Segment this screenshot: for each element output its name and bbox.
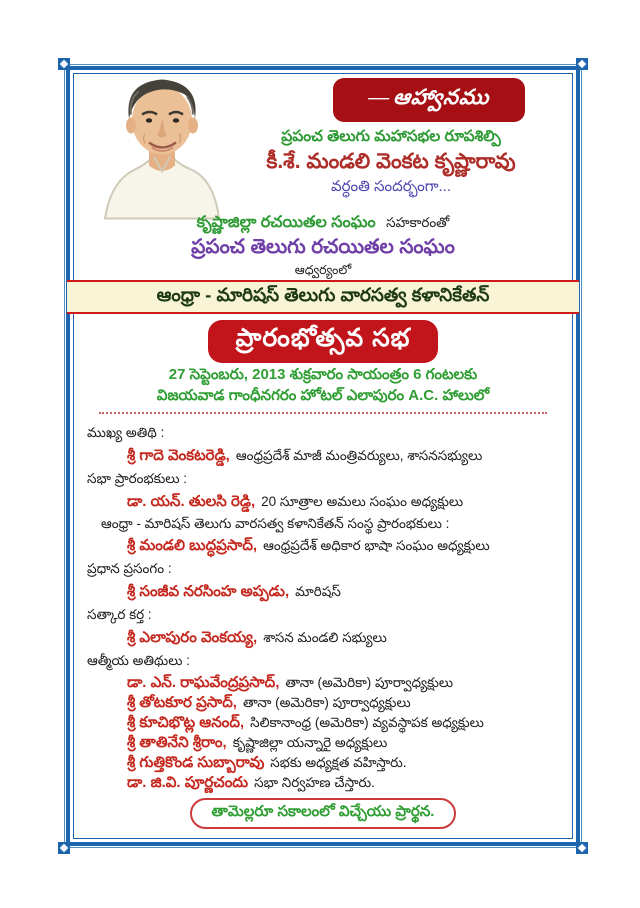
organizers-block: [65, 211, 581, 280]
program-section-label: సత్కార కర్త :: [87, 607, 152, 622]
occasion-line: వర్ధంతి సందర్భంగా...: [330, 178, 452, 195]
guest-desc: సభకు అధ్యక్షత వహిస్తారు.: [270, 755, 407, 770]
frame-corner-ornament: [58, 58, 70, 70]
guest-desc: శాసన మండలి సభ్యులు: [263, 630, 387, 645]
program-entry: [87, 693, 573, 713]
invitation-badge: [333, 78, 525, 122]
guest-name: శ్రీ గాదె వెంకటరెడ్డి,: [127, 447, 230, 464]
institution-band: [67, 280, 579, 314]
program-list: [87, 421, 573, 793]
guest-desc: తానా (అమెరికా) పూర్వాధ్యక్షులు: [285, 675, 454, 690]
guest-name: శ్రీ తోటకూర ప్రసాద్,: [127, 694, 237, 711]
decorative-frame: [64, 64, 582, 848]
program-entry: [87, 627, 573, 649]
event-datetime: 27 సెప్టెంబరు, 2013 శుక్రవారం సాయంత్రం 6 గంటలకు: [168, 366, 478, 383]
guest-name: శ్రీ సంజీవ నరసింహ అప్పడు,: [127, 583, 290, 600]
frame-corner-ornament: [576, 58, 588, 70]
honoree-name: కీ.శే. మండలి వెంకట కృష్ణారావు: [266, 150, 516, 173]
program-entry: [87, 491, 573, 513]
invitation-badge-label: — ఆహ్వానము: [367, 86, 491, 115]
program-entry: [87, 581, 573, 603]
guest-name: శ్రీ కూచిభొట్ల ఆనంద్,: [127, 714, 245, 731]
header-block: [205, 127, 577, 198]
guest-name: డా. ఎన్. రాఘవేంద్రప్రసాద్,: [127, 674, 280, 691]
supporting-suffix: సహకారంతో: [386, 215, 450, 230]
dotted-separator: [99, 412, 547, 414]
supporting-organization: కృష్ణాజిల్లా రచయితల సంఘం: [196, 214, 376, 231]
program-section-label: ఆత్మీయ అతిథులు :: [87, 653, 190, 668]
guest-desc: ఆంధ్రప్రదేశ్ మాజీ మంత్రివర్యులు, శాసనసభ్యులు: [235, 448, 483, 463]
program-entry: [87, 773, 573, 793]
program-entry: [87, 753, 573, 773]
event-venue: విజయవాడ గాంధీనగరం హోటల్ ఎలాపురం A.C. హాలులో: [156, 387, 490, 404]
frame-corner-ornament: [58, 842, 70, 854]
guest-desc: సభా నిర్వహణ చేస్తారు.: [254, 775, 375, 790]
event-banner: ప్రారంభోత్సవ సభ: [208, 320, 439, 363]
frame-corner-ornament: [576, 842, 588, 854]
closing-request-note: తామెల్లరూ సకాలంలో విచ్చేయు ప్రార్థన.: [190, 798, 457, 829]
guest-name: శ్రీ ఎలాపురం వెంకయ్య,: [127, 629, 258, 646]
program-entry: [87, 673, 573, 693]
program-section-label: ప్రధాన ప్రసంగం :: [87, 561, 172, 576]
guest-name: డా. యన్. తులసి రెడ్డి,: [127, 493, 256, 510]
guest-desc: మారిషస్: [295, 584, 341, 599]
program-entry: [87, 535, 573, 557]
host-organization: ప్రపంచ తెలుగు రచయితల సంఘం: [191, 236, 455, 258]
guest-name: శ్రీ తాతినేని శ్రీరాం,: [127, 734, 227, 751]
footer-row: [65, 798, 581, 829]
program-entry: [87, 713, 573, 733]
guest-name: డా. జి.వి. పూర్ణచందు: [127, 774, 249, 791]
guest-desc: ఆంధ్రప్రదేశ్ అధికార భాషా సంఘం అధ్యక్షులు: [263, 538, 490, 553]
event-banner-row: [65, 320, 581, 363]
program-section-label: ముఖ్య అతిథి :: [87, 425, 165, 440]
guest-desc: తానా (అమెరికా) పూర్వాధ్యక్షులు: [242, 695, 411, 710]
program-section-label: సభా ప్రారంభకులు :: [87, 471, 188, 486]
institution-name: ఆంధ్రా - మారిషస్ తెలుగు వారసత్వ కళానికేతన్: [156, 284, 490, 305]
guest-desc: ఆంధ్రా - మారిషస్ తెలుగు వారసత్వ కళానికేతన్ సంస్థ ప్రారంభకులు :: [101, 516, 450, 531]
header-subtitle: ప్రపంచ తెలుగు మహాసభల రూపశిల్పి: [281, 128, 501, 145]
guest-name: శ్రీ గుత్తికొండ సుబ్బారావు: [127, 754, 265, 771]
guest-desc: 20 సూత్రాల అమలు సంఘం అధ్యక్షులు: [261, 494, 464, 509]
program-entry: [87, 513, 573, 535]
program-entry: [87, 733, 573, 753]
program-entry: [87, 445, 573, 467]
guest-desc: కృష్ణాజిల్లా యన్నారై అధ్యక్షులు: [232, 735, 388, 750]
guest-desc: సిలికానాంధ్ర (అమెరికా) వ్యవస్థాపక అధ్యక్షులు: [250, 715, 484, 730]
guest-name: శ్రీ మండలి బుద్ధప్రసాద్,: [127, 537, 258, 554]
supporting-organization-line: [65, 211, 581, 234]
host-suffix: ఆధ్వర్యంలో: [294, 263, 352, 277]
